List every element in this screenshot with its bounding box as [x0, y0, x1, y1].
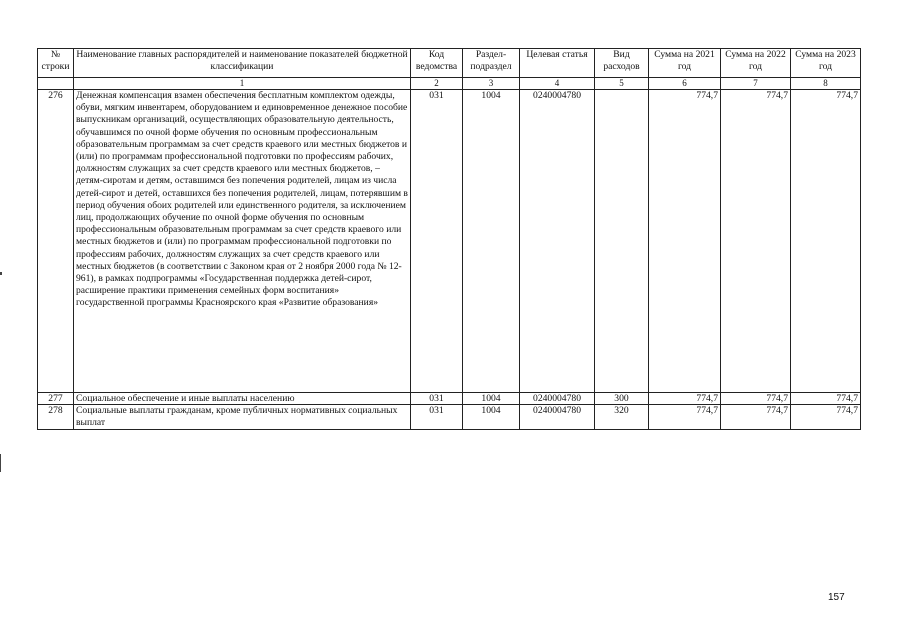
row-dept-code: 031 [411, 405, 463, 430]
column-number: 6 [649, 78, 721, 90]
table-row [38, 393, 861, 405]
column-number: 5 [595, 78, 649, 90]
column-number-row [38, 78, 861, 90]
row-target-article: 0240004780 [520, 405, 595, 430]
scan-artifact [0, 454, 1, 472]
row-sum-2022: 774,7 [721, 393, 791, 405]
row-sum-2023: 774,7 [791, 90, 861, 393]
row-sum-2022: 774,7 [721, 90, 791, 393]
column-number: 7 [721, 78, 791, 90]
row-sum-2022: 774,7 [721, 405, 791, 430]
column-number [38, 78, 74, 90]
table-row [38, 405, 861, 430]
row-target-article: 0240004780 [520, 393, 595, 405]
header-sum-2023: Сумма на 2023 год [791, 49, 861, 78]
row-section: 1004 [463, 405, 520, 430]
row-name: Социальные выплаты гражданам, кроме публичных нормативных социальных выплат [74, 405, 411, 430]
page-number: 157 [828, 592, 845, 603]
column-number: 4 [520, 78, 595, 90]
row-expense-type: 300 [595, 393, 649, 405]
row-line-number: 276 [38, 90, 74, 393]
row-expense-type: 320 [595, 405, 649, 430]
row-sum-2023: 774,7 [791, 405, 861, 430]
row-target-article: 0240004780 [520, 90, 595, 393]
scan-artifact [0, 272, 2, 275]
table-row [38, 90, 861, 393]
row-line-number: 277 [38, 393, 74, 405]
row-section: 1004 [463, 90, 520, 393]
header-expense-type: Вид расходов [595, 49, 649, 78]
header-target-article: Целевая статья [520, 49, 595, 78]
budget-table [37, 48, 861, 430]
column-number: 3 [463, 78, 520, 90]
row-sum-2021: 774,7 [649, 90, 721, 393]
table-header-row [38, 49, 861, 78]
row-dept-code: 031 [411, 393, 463, 405]
header-sum-2022: Сумма на 2022 год [721, 49, 791, 78]
row-name: Денежная компенсация взамен обеспечения бесплатным комплектом одежды, обуви, мягким инвентарем, оборудованием и единовременное денежное пособие выпускникам организаций, осуществляющих образовательную деятельность, обучавшимся по очной форме обучения по основным профессиональным образовательным программам за счет средств краевого или местных бюджетов и (или) по программам профессиональной подготовки по профессиям рабочих, должностям служащих за счет средств краевого или местных бюджетов, – детям-сиротам и детям, оставшимся без попечения родителей, лицам из числа детей-сирот и детей, оставшихся без попечения родителей, лицам, потерявшим в период обучения обоих родителей или единственного родителя, за исключением лиц, продолжающих обучение по очной форме обучения по основным профессиональным образовательным программам за счет средств краевого или местных бюджетов и (или) по программам профессиональной подготовки по профессиям рабочих, должностям служащих за счет средств краевого или местных бюджетов (в соответствии с Законом края от 2 ноября 2000 года № 12-961), в рамках подпрограммы «Государственная поддержка детей-сирот, расширение практики применения семейных форм воспитания» государственной программы Красноярского края «Развитие образования» [74, 90, 411, 393]
row-sum-2021: 774,7 [649, 405, 721, 430]
header-line-number: № строки [38, 49, 74, 78]
column-number: 2 [411, 78, 463, 90]
row-dept-code: 031 [411, 90, 463, 393]
row-sum-2021: 774,7 [649, 393, 721, 405]
row-name: Социальное обеспечение и иные выплаты населению [74, 393, 411, 405]
column-number: 8 [791, 78, 861, 90]
row-expense-type [595, 90, 649, 393]
column-number: 1 [74, 78, 411, 90]
row-sum-2023: 774,7 [791, 393, 861, 405]
header-sum-2021: Сумма на 2021 год [649, 49, 721, 78]
header-section: Раздел-подраздел [463, 49, 520, 78]
header-dept-code: Код ведомства [411, 49, 463, 78]
row-line-number: 278 [38, 405, 74, 430]
row-section: 1004 [463, 393, 520, 405]
header-name: Наименование главных распорядителей и наименование показателей бюджетной классификации [74, 49, 411, 78]
